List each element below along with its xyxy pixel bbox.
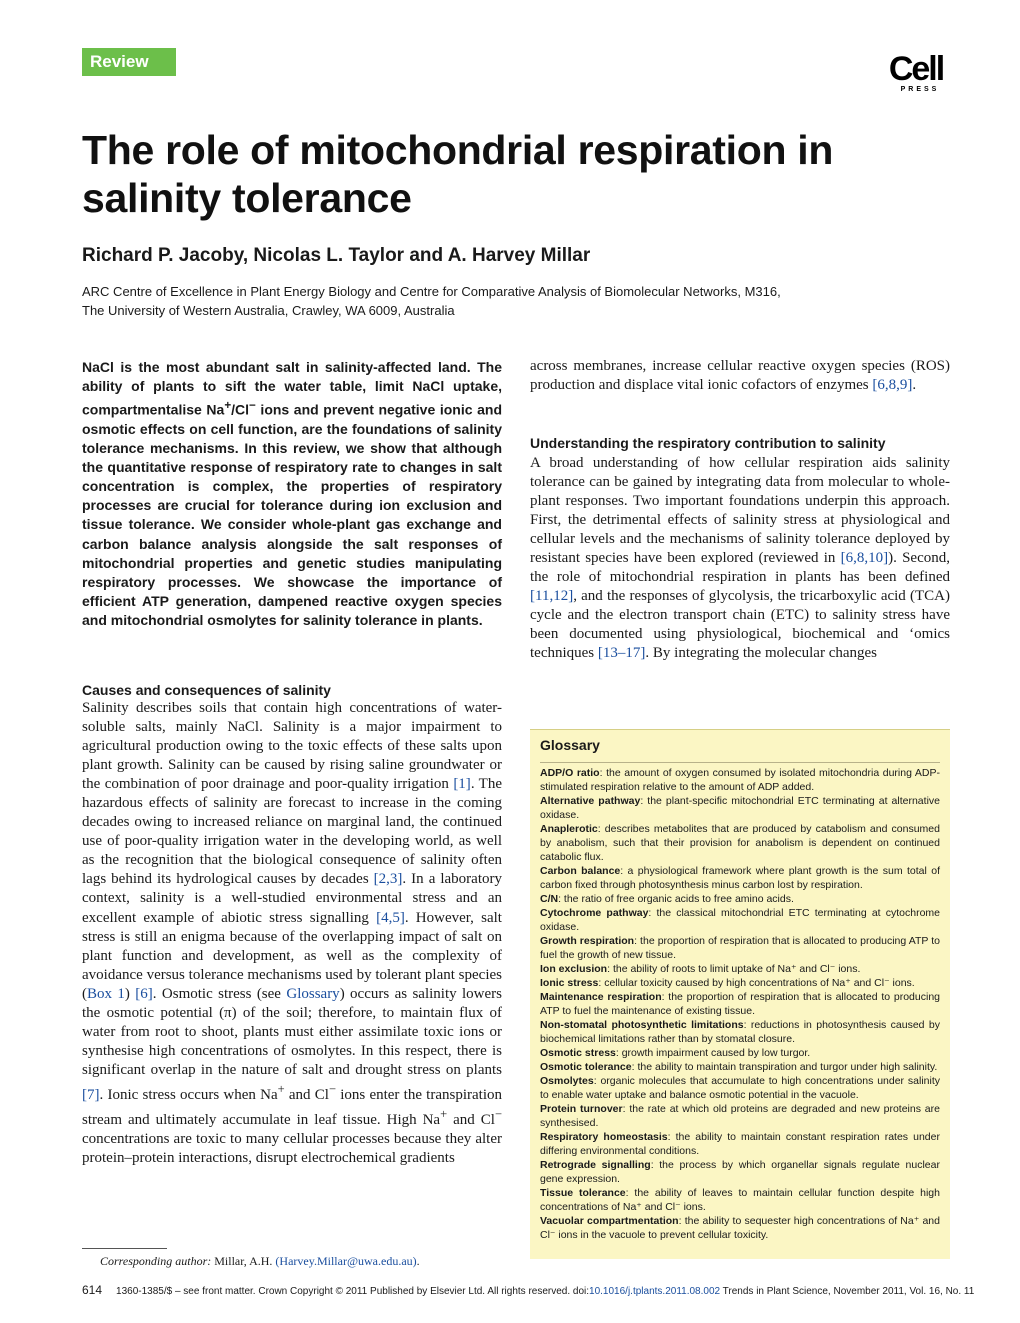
superscript: − — [328, 1081, 337, 1096]
footnote-name: Millar, A.H. — [211, 1254, 276, 1268]
body-text-continued — [530, 357, 950, 395]
section-heading-causes: Causes and consequences of salinity — [82, 682, 331, 698]
glossary-entry — [540, 1074, 940, 1102]
affiliation-line: The University of Western Australia, Crawley, WA 6009, Australia — [82, 303, 455, 318]
glossary-definition: : the ability of leaves to maintain cellular function despite high concentrations of Na⁺ and Cl⁻ ions. — [540, 1187, 940, 1213]
superscript: − — [249, 399, 256, 413]
body-text: Salinity describes soils that contain high concentrations of water-soluble salts, mainly NaCl. Salinity is a major impairment to agricultural production owing to the toxic effects of these salts upon plant growth. Salinity can be caused by rising saline groundwater or the combination of poor drainage and poor-quality irrigation — [82, 700, 502, 793]
glossary-term: Retrograde signalling — [540, 1159, 651, 1171]
glossary-entry — [540, 766, 940, 794]
glossary-definition: : reductions in photosynthesis caused by biochemical limitations rather than by stomatal closure. — [540, 1019, 940, 1045]
footnote-label: Corresponding author: — [100, 1254, 212, 1268]
glossary-definition: : the proportion of respiration that is allocated to producing ATP to fuel the maintenance of existing tissue. — [540, 991, 940, 1017]
superscript: + — [277, 1081, 285, 1096]
superscript: + — [440, 1106, 448, 1121]
body-text: ) — [124, 985, 136, 1002]
glossary-definition: : describes metabolites that are produced by catabolism and consumed by anabolism, such that their provision for anabolism is dependent on continued catabolic flux. — [540, 823, 940, 863]
page-number: 614 — [82, 1283, 103, 1297]
body-text-understanding — [530, 454, 950, 664]
glossary-definition: : growth impairment caused by low turgor. — [615, 1047, 811, 1059]
body-text: . The hazardous effects of salinity are forecast to increase in the coming decades owing to increased reliance on marginal land, the continued use of poor-quality irrigation water in the developing world, as well as the recognition that the biological consequence of salinity often lags behind its hydrological causes by decades — [82, 776, 502, 888]
body-text: , and the responses of glycolysis, the tricarboxylic acid (TCA) cycle and the electron transport chain (ETC) to salinity stress have been documented using physiological, biochemical and ‘omics techniques — [530, 588, 950, 662]
glossary-entry — [540, 1018, 940, 1046]
glossary-definition: : the plant-specific mitochondrial ETC terminating at alternative oxidase. — [540, 795, 940, 821]
glossary-entry — [540, 1130, 940, 1158]
glossary-definition: : the rate at which old proteins are degraded and new proteins are synthesised. — [540, 1103, 940, 1129]
logo-subtitle: PRESS — [900, 86, 940, 93]
cell-press-logo — [880, 52, 952, 94]
affiliation — [82, 282, 962, 320]
glossary-term: ADP/O ratio — [540, 767, 600, 779]
glossary-definition: : the ratio of free organic acids to free amino acids. — [558, 893, 794, 905]
body-text: ions enter the transpiration stream and ultimately accumulate in leaf tissue. High Na — [82, 1086, 503, 1128]
body-text: and Cl — [284, 1086, 329, 1103]
citation-link[interactable]: [11,12] — [530, 588, 574, 605]
body-text: concentrations are toxic to many cellular processes because they alter protein–protein interactions, disrupt electrochemical gradients — [82, 1131, 502, 1167]
glossary-term: Osmolytes — [540, 1075, 594, 1087]
body-text: across membranes, increase cellular reactive oxygen species (ROS) production and displace vital ionic cofactors of enzymes — [530, 358, 950, 394]
glossary-definition: : the proportion of respiration that is allocated to producing ATP to fuel the growth of new tissue. — [540, 935, 940, 961]
glossary-term: Non-stomatal photosynthetic limitations — [540, 1019, 744, 1031]
citation-link[interactable]: [7] — [82, 1086, 100, 1103]
logo-wordmark: Cell — [888, 50, 944, 88]
glossary-term: Respiratory homeostasis — [540, 1131, 668, 1143]
body-text: . By integrating the molecular changes — [645, 645, 877, 662]
author-list: Richard P. Jacoby, Nicolas L. Taylor and A. Harvey Millar — [82, 245, 591, 266]
body-text: ) occurs as salinity lowers the osmotic potential (π) of the soil; therefore, to maintain flux of water from root to shoot, plants must either assimilate toxic ions or synthesise high concentrations of osmolytes. In this respect, there is significant overlap in the nature of salt and drought stress on plants — [82, 985, 502, 1078]
abstract-text: NaCl is the most abundant salt in salinity-affected land. The ability of plants to sift the water table, limit NaCl uptake, compartmentalise Na — [82, 359, 502, 418]
glossary-term: Carbon balance — [540, 865, 621, 877]
citation-link[interactable]: [1] — [453, 776, 471, 793]
glossary-entry — [540, 892, 940, 906]
glossary-entry — [540, 1046, 940, 1060]
glossary-title: Glossary — [540, 737, 600, 753]
glossary-term: Alternative pathway — [540, 795, 641, 807]
glossary-entry — [540, 990, 940, 1018]
citation-link[interactable]: [4,5] — [376, 909, 405, 926]
body-text: . However, salt stress is still an enigma because of the overlapping impact of salt on plant function and development, as well as the complexity of avoidance versus tolerance mechanisms used by tolerant plant species ( — [82, 909, 502, 1002]
glossary-definition: : the amount of oxygen consumed by isolated mitochondria during ADP-stimulated respiration relative to the amount of ADP added. — [540, 767, 940, 793]
citation-link[interactable]: [6,8,10] — [840, 550, 889, 567]
citation-link[interactable]: [6] — [135, 985, 153, 1002]
body-text: . — [912, 377, 917, 394]
glossary-term: Growth respiration — [540, 935, 635, 947]
glossary-entry — [540, 976, 940, 990]
article-title: The role of mitochondrial respiration in salinity tolerance — [82, 127, 834, 221]
glossary-term: Vacuolar compartmentation — [540, 1215, 679, 1227]
section-heading-understanding: Understanding the respiratory contribution to salinity — [530, 435, 886, 451]
superscript: − — [494, 1106, 502, 1121]
glossary-definition: : the ability of roots to limit uptake of Na⁺ and Cl⁻ ions. — [607, 963, 861, 975]
glossary-entry — [540, 1158, 940, 1186]
citation-link[interactable]: [13–17] — [597, 645, 646, 662]
journal-citation: Trends in Plant Science, November 2011, Vol. 16, No. 11 — [720, 1286, 975, 1297]
glossary-term: Maintenance respiration — [540, 991, 662, 1003]
glossary-term: Osmotic stress — [540, 1047, 616, 1059]
glossary-entry — [540, 1102, 940, 1130]
glossary-definition: : the ability to maintain constant respiration rates under differing environmental conditions. — [540, 1131, 940, 1157]
glossary-entry — [540, 962, 940, 976]
citation-link[interactable]: [6,8,9] — [872, 377, 913, 394]
affiliation-line: ARC Centre of Excellence in Plant Energy Biology and Centre for Comparative Analysis of Biomolecular Networks, M316, — [82, 284, 781, 299]
glossary-divider — [540, 762, 940, 763]
box-link[interactable]: Box 1 — [87, 985, 125, 1002]
glossary-list — [540, 766, 940, 1242]
page-footer — [82, 1283, 975, 1299]
corresponding-author-note — [100, 1253, 420, 1269]
glossary-term: Osmotic tolerance — [540, 1061, 632, 1073]
abstract — [82, 358, 502, 630]
glossary-definition: : a physiological framework where plant growth is the sum total of carbon fixed through photosynthesis minus carbon lost by respiration. — [540, 865, 940, 891]
footnote-divider — [82, 1248, 167, 1249]
glossary-entry — [540, 1214, 940, 1242]
glossary-box — [530, 729, 950, 1259]
glossary-entry — [540, 1186, 940, 1214]
glossary-term: Tissue tolerance — [540, 1187, 626, 1199]
glossary-definition: : cellular toxicity caused by high concentrations of Na⁺ and Cl⁻ ions. — [598, 977, 915, 989]
glossary-definition: : the ability to sequester high concentrations of Na⁺ and Cl⁻ ions in the vacuole to prevent cellular toxicity. — [540, 1215, 940, 1241]
glossary-entry — [540, 822, 940, 864]
body-text-causes — [82, 699, 502, 1168]
glossary-entry — [540, 906, 940, 934]
body-text: . Ionic stress occurs when Na — [99, 1086, 278, 1103]
glossary-term: Ionic stress — [540, 977, 599, 989]
abstract-text: /Cl — [231, 401, 250, 418]
glossary-entry — [540, 934, 940, 962]
glossary-term: C/N — [540, 893, 559, 905]
glossary-term: Ion exclusion — [540, 963, 608, 975]
body-text: . Osmotic stress (see — [152, 985, 287, 1002]
superscript: + — [224, 399, 232, 413]
glossary-definition: : the ability to maintain transpiration and turgor under high salinity. — [631, 1061, 938, 1073]
glossary-entry — [540, 794, 940, 822]
footnote-end: . — [416, 1254, 420, 1268]
citation-link[interactable]: [2,3] — [373, 871, 403, 888]
glossary-link[interactable]: Glossary — [286, 985, 340, 1002]
glossary-term: Protein turnover — [540, 1103, 623, 1115]
section-badge: Review — [82, 48, 176, 76]
body-text: A broad understanding of how cellular respiration aids salinity tolerance can be gained by integrating data from molecular to whole-plant responses. Two important foundations underpin this approach. First, the detrimental effects of salinity stress at physiological and cellular levels and the mechanisms of salinity tolerance deployed by resistant species have been explored (reviewed in — [530, 455, 950, 567]
doi-link[interactable]: 10.1016/j.tplants.2011.08.002 — [589, 1286, 721, 1297]
body-text: ). Second, the role of mitochondrial respiration in plants has been defined — [530, 550, 951, 586]
glossary-entry — [540, 864, 940, 892]
body-text: . In a laboratory context, salinity is a well-studied environmental stress and an excellent example of abiotic stress signalling — [82, 871, 502, 926]
glossary-term: Anaplerotic — [540, 823, 598, 835]
glossary-entry — [540, 1060, 940, 1074]
copyright-text: 1360-1385/$ – see front matter. Crown Copyright © 2011 Published by Elsevier Ltd. All rights reserved. doi: — [116, 1286, 590, 1297]
abstract-text: ions and prevent negative ionic and osmotic effects on cell function, are the foundations of salinity tolerance mechanisms. In this review, we show that although the quantitative response of respiratory rate to changes in salt concentration is complex, the properties of respiratory processes are crucial for tolerance during ion exclusion and tissue tolerance. We consider whole-plant gas exchange and carbon balance analysis alongside the salt responses of mitochondrial properties and genetic studies manipulating respiratory processes. We showcase the importance of efficient ATP generation, dampened reactive oxygen species and mitochondrial osmolytes for salinity tolerance in plants. — [82, 401, 502, 628]
glossary-definition: : the classical mitochondrial ETC terminating at cytochrome oxidase. — [540, 907, 940, 933]
glossary-term: Cytochrome pathway — [540, 907, 649, 919]
glossary-definition: : the process by which organellar signals regulate nuclear gene expression. — [540, 1159, 940, 1185]
body-text: and Cl — [447, 1111, 495, 1128]
glossary-definition: : organic molecules that accumulate to high concentrations under salinity to enable water uptake and balance osmotic potential in the vacuole. — [540, 1075, 940, 1101]
email-link[interactable]: (Harvey.Millar@uwa.edu.au) — [275, 1254, 417, 1268]
